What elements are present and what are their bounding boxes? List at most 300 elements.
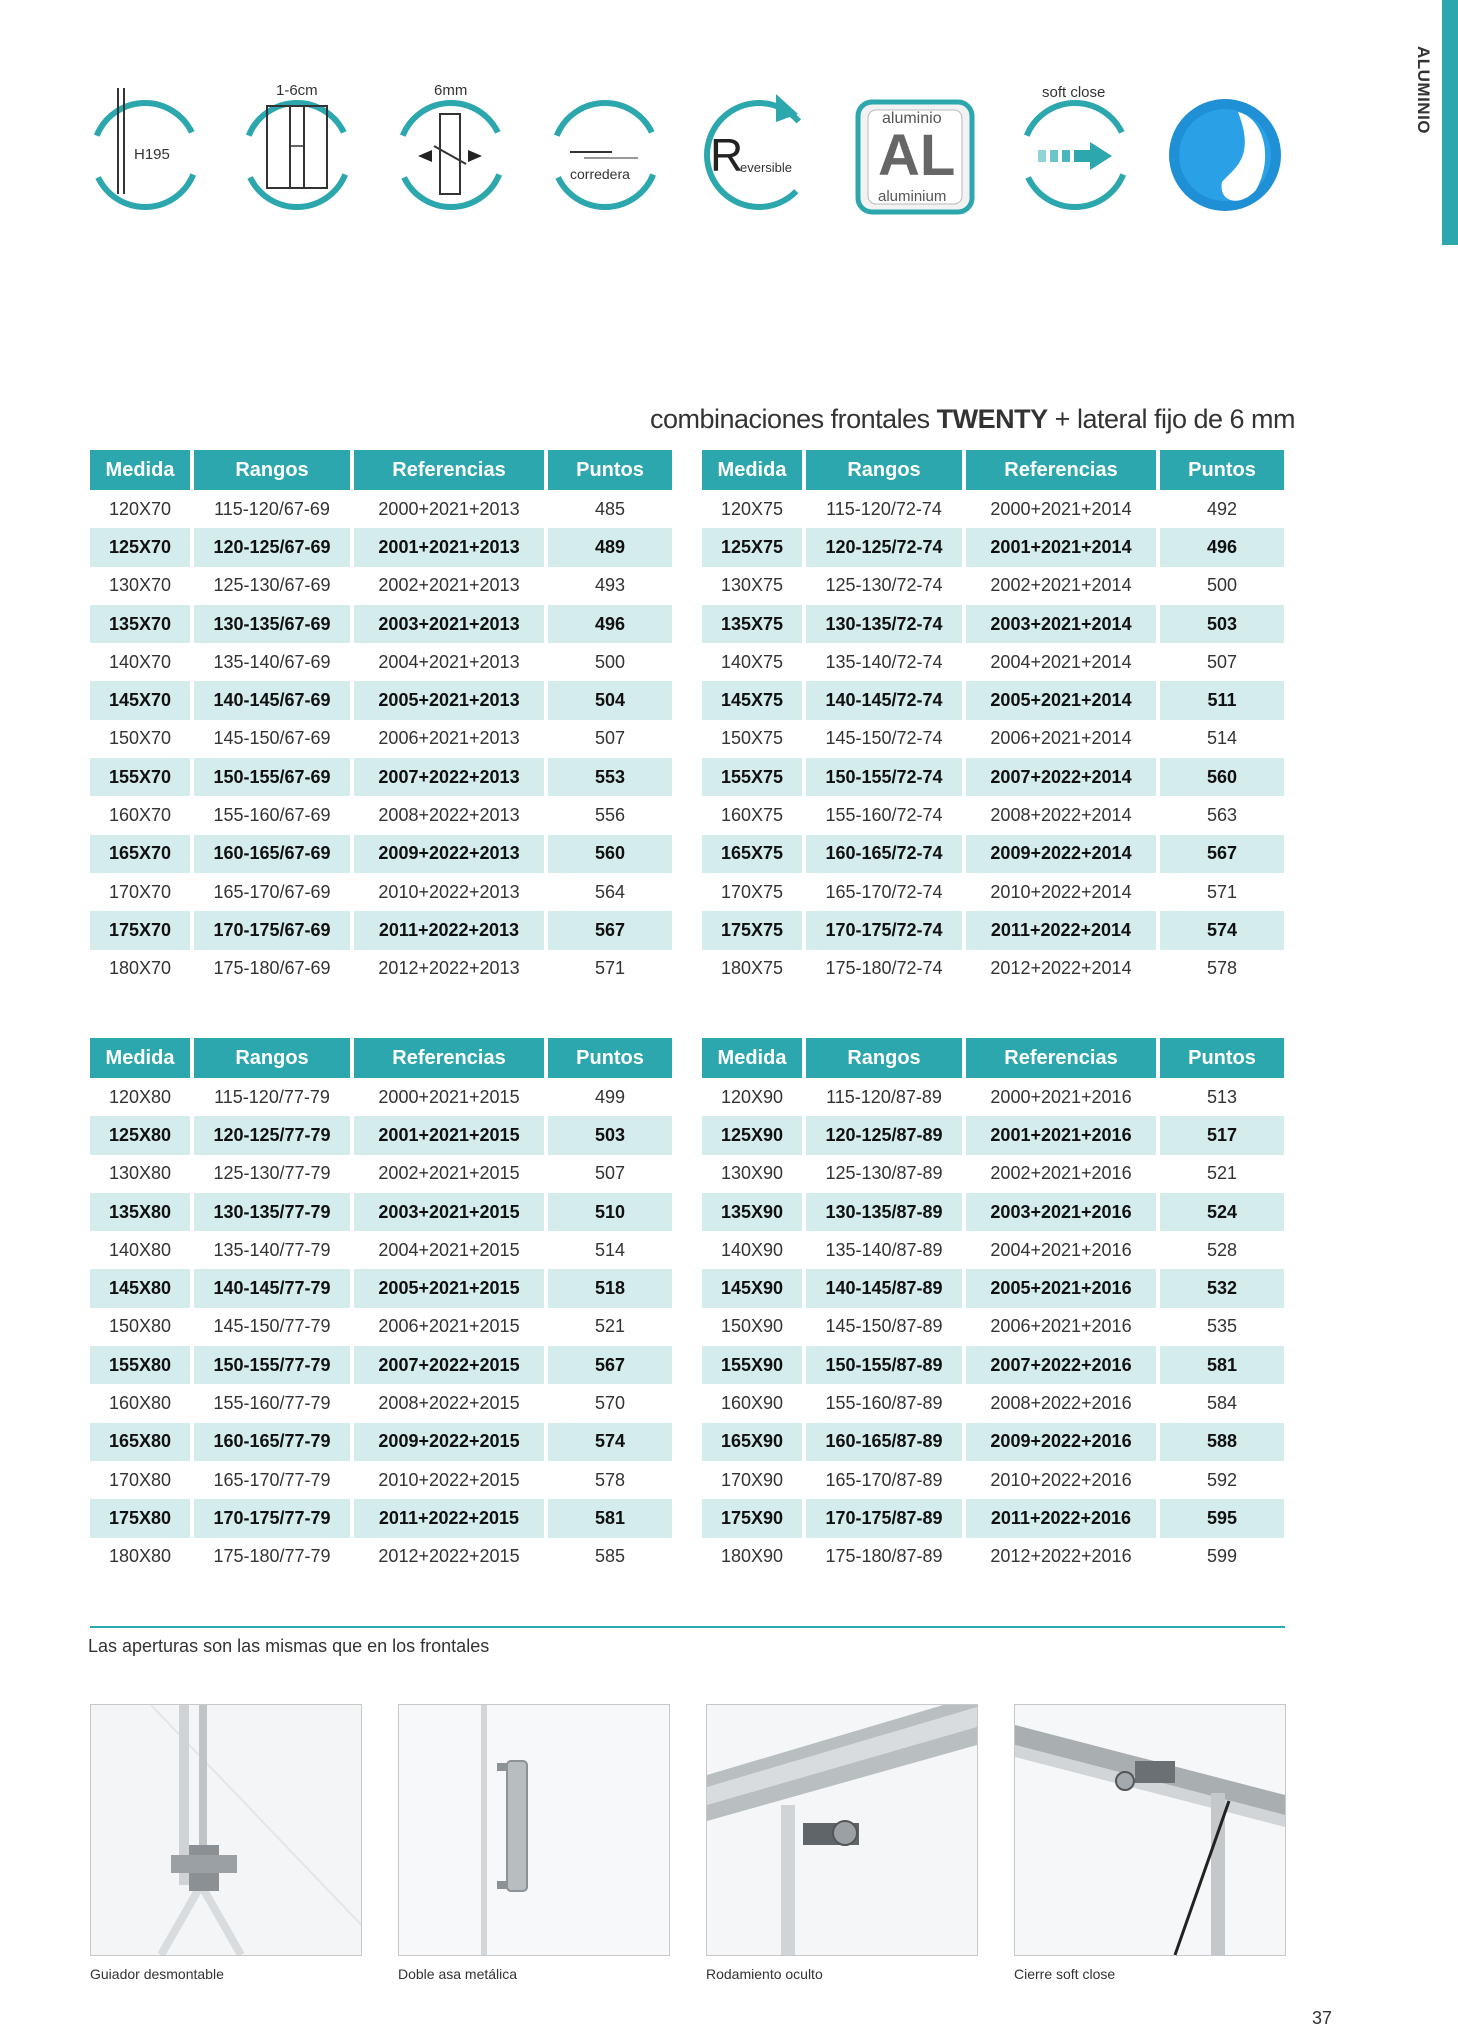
cell-puntos: 528	[1206, 1239, 1238, 1260]
cell-referencias: 2002+2021+2015	[378, 1163, 520, 1184]
cell-rangos: 170-175/72-74	[806, 911, 962, 949]
cell-medida: 175X80	[90, 1499, 190, 1537]
guide-photo-caption: Guiador desmontable	[90, 1966, 224, 1982]
cell-medida: 165X70	[90, 835, 190, 873]
cell-referencias: 2004+2021+2014	[990, 651, 1132, 672]
table-row	[90, 605, 672, 643]
cell-rangos: 170-175/77-79	[194, 1499, 350, 1537]
table-row	[702, 1423, 1284, 1461]
cell-referencias: 2009+2022+2014	[966, 835, 1156, 873]
cell-medida: 155X90	[702, 1346, 802, 1384]
cell-puntos: 521	[594, 1316, 626, 1337]
cell-puntos: 585	[594, 1546, 626, 1567]
cell-medida: 160X80	[108, 1393, 172, 1414]
cell-referencias: 2003+2021+2013	[354, 605, 544, 643]
easy-clean-icon	[1168, 98, 1282, 212]
cell-medida: 130X90	[720, 1163, 784, 1184]
cell-puntos: 507	[594, 728, 626, 749]
cell-rangos: 160-165/77-79	[194, 1423, 350, 1461]
cell-medida: 165X90	[702, 1423, 802, 1461]
cell-rangos: 175-180/87-89	[825, 1546, 943, 1567]
cell-puntos: 524	[1160, 1193, 1284, 1231]
table-row	[702, 490, 1284, 528]
cell-referencias: 2000+2021+2014	[990, 498, 1132, 519]
cell-puntos: 510	[548, 1193, 672, 1231]
sliding-icon: corredera	[548, 98, 662, 212]
cell-rangos: 175-180/67-69	[213, 958, 331, 979]
cell-rangos: 150-155/77-79	[194, 1346, 350, 1384]
cell-referencias: 2011+2022+2016	[966, 1499, 1156, 1537]
cell-rangos: 125-130/72-74	[825, 575, 943, 596]
cell-medida: 140X70	[108, 651, 172, 672]
table-row	[90, 1193, 672, 1231]
cell-rangos: 155-160/77-79	[213, 1393, 331, 1414]
header-referencias: Referencias	[354, 450, 544, 490]
header-rangos: Rangos	[194, 450, 350, 490]
header-medida: Medida	[702, 450, 802, 490]
cell-referencias: 2010+2022+2016	[990, 1469, 1132, 1490]
cell-rangos: 135-140/77-79	[213, 1239, 331, 1260]
cell-referencias: 2002+2021+2014	[990, 575, 1132, 596]
header-referencias: Referencias	[966, 1038, 1156, 1078]
table-row	[90, 796, 672, 834]
cell-rangos: 160-165/72-74	[806, 835, 962, 873]
cell-rangos: 130-135/72-74	[806, 605, 962, 643]
table-row	[702, 681, 1284, 719]
cell-puntos: 567	[548, 911, 672, 949]
cell-rangos: 155-160/67-69	[213, 805, 331, 826]
table-row	[702, 1308, 1284, 1346]
cell-puntos: 560	[548, 835, 672, 873]
cell-rangos: 150-155/67-69	[194, 758, 350, 796]
cell-medida: 160X75	[720, 805, 784, 826]
cell-rangos: 135-140/72-74	[825, 651, 943, 672]
cell-referencias: 2001+2021+2016	[966, 1116, 1156, 1154]
table-row	[90, 1499, 672, 1537]
cell-referencias: 2008+2022+2013	[378, 805, 520, 826]
table-row	[90, 528, 672, 566]
cell-puntos: 503	[1160, 605, 1284, 643]
cell-medida: 170X90	[720, 1469, 784, 1490]
table-row	[702, 1538, 1284, 1576]
cell-puntos: 560	[1160, 758, 1284, 796]
table-row	[90, 1384, 672, 1422]
cell-rangos: 130-135/77-79	[194, 1193, 350, 1231]
cell-puntos: 592	[1206, 1469, 1238, 1490]
cell-medida: 120X80	[108, 1086, 172, 1107]
header-referencias: Referencias	[354, 1038, 544, 1078]
cell-referencias: 2000+2021+2016	[990, 1086, 1132, 1107]
cell-referencias: 2012+2022+2013	[378, 958, 520, 979]
cell-medida: 145X70	[90, 681, 190, 719]
cell-referencias: 2001+2021+2013	[354, 528, 544, 566]
cell-rangos: 115-120/87-89	[826, 1086, 942, 1107]
cell-referencias: 2004+2021+2016	[990, 1239, 1132, 1260]
cell-medida: 165X75	[702, 835, 802, 873]
table-row	[90, 1308, 672, 1346]
header-medida: Medida	[702, 1038, 802, 1078]
cell-medida: 170X80	[108, 1469, 172, 1490]
cell-medida: 140X90	[720, 1239, 784, 1260]
table-bottom-rule	[90, 1626, 1285, 1628]
cell-referencias: 2004+2021+2015	[378, 1239, 520, 1260]
cell-medida: 180X75	[720, 958, 784, 979]
cell-medida: 180X70	[108, 958, 172, 979]
table-row	[90, 1346, 672, 1384]
cell-rangos: 155-160/72-74	[825, 805, 943, 826]
cell-referencias: 2010+2022+2015	[378, 1469, 520, 1490]
header-medida: Medida	[90, 450, 190, 490]
cell-puntos: 599	[1206, 1546, 1238, 1567]
table-row	[702, 1193, 1284, 1231]
cell-rangos: 150-155/72-74	[806, 758, 962, 796]
cell-puntos: 511	[1160, 681, 1284, 719]
cell-rangos: 145-150/72-74	[825, 728, 943, 749]
cell-puntos: 500	[594, 651, 626, 672]
cell-puntos: 496	[1160, 528, 1284, 566]
price-table-90	[698, 1038, 1288, 1576]
cell-puntos: 571	[594, 958, 626, 979]
table-row	[90, 1231, 672, 1269]
cell-puntos: 532	[1160, 1269, 1284, 1307]
handle-photo	[398, 1704, 670, 1956]
glass-thickness-icon: 6mm	[394, 98, 508, 212]
cell-medida: 175X75	[702, 911, 802, 949]
cell-referencias: 2006+2021+2013	[378, 728, 520, 749]
cell-puntos: 493	[594, 575, 626, 596]
cell-medida: 135X80	[90, 1193, 190, 1231]
cell-medida: 125X90	[702, 1116, 802, 1154]
header-rangos: Rangos	[806, 1038, 962, 1078]
bearing-photo	[706, 1704, 978, 1956]
cell-referencias: 2007+2022+2013	[354, 758, 544, 796]
cell-rangos: 150-155/87-89	[806, 1346, 962, 1384]
cell-puntos: 514	[594, 1239, 626, 1260]
table-title: combinaciones frontales TWENTY + lateral fijo de 6 mm	[650, 404, 1296, 434]
cell-medida: 150X70	[108, 728, 172, 749]
cell-rangos: 125-130/67-69	[213, 575, 331, 596]
cell-referencias: 2001+2021+2015	[354, 1116, 544, 1154]
cell-rangos: 135-140/87-89	[825, 1239, 943, 1260]
cell-referencias: 2007+2022+2016	[966, 1346, 1156, 1384]
table-row	[90, 490, 672, 528]
cell-rangos: 155-160/87-89	[825, 1393, 943, 1414]
table-row	[702, 796, 1284, 834]
table-row	[702, 1116, 1284, 1154]
cell-referencias: 2000+2021+2013	[378, 498, 520, 519]
cell-referencias: 2005+2021+2016	[966, 1269, 1156, 1307]
cell-puntos: 503	[548, 1116, 672, 1154]
table-row	[702, 950, 1284, 988]
table-row	[90, 1423, 672, 1461]
soft-close-icon: soft close	[1018, 98, 1132, 212]
cell-medida: 155X75	[702, 758, 802, 796]
page-number: 37	[1312, 2008, 1333, 2028]
cell-medida: 140X75	[720, 651, 784, 672]
table-row	[702, 1346, 1284, 1384]
price-table-70	[86, 450, 676, 988]
cell-referencias: 2002+2021+2016	[990, 1163, 1132, 1184]
cell-medida: 145X75	[702, 681, 802, 719]
cell-rangos: 165-170/72-74	[825, 881, 943, 902]
cell-rangos: 130-135/67-69	[194, 605, 350, 643]
table-row	[702, 528, 1284, 566]
cell-medida: 160X90	[720, 1393, 784, 1414]
adjustment-icon: 1-6cm	[240, 98, 354, 212]
cell-referencias: 2012+2022+2016	[990, 1546, 1132, 1567]
cell-rangos: 115-120/72-74	[826, 498, 942, 519]
cell-medida: 145X80	[90, 1269, 190, 1307]
aluminium-icon: aluminio AL aluminium	[856, 98, 970, 212]
cell-referencias: 2010+2022+2014	[990, 881, 1132, 902]
header-puntos: Puntos	[548, 450, 672, 490]
table-row	[702, 720, 1284, 758]
table-row	[702, 1231, 1284, 1269]
cell-medida: 180X90	[720, 1546, 784, 1567]
cell-puntos: 489	[548, 528, 672, 566]
cell-puntos: 563	[1206, 805, 1238, 826]
table-row	[90, 758, 672, 796]
cell-puntos: 485	[594, 498, 626, 519]
cell-puntos: 492	[1206, 498, 1238, 519]
cell-puntos: 507	[594, 1163, 626, 1184]
cell-rangos: 140-145/77-79	[194, 1269, 350, 1307]
table-row	[90, 911, 672, 949]
cell-rangos: 140-145/67-69	[194, 681, 350, 719]
cell-puntos: 567	[1160, 835, 1284, 873]
table-row	[90, 681, 672, 719]
table-row	[702, 567, 1284, 605]
cell-referencias: 2003+2021+2014	[966, 605, 1156, 643]
cell-referencias: 2007+2022+2014	[966, 758, 1156, 796]
table-row	[702, 873, 1284, 911]
cell-medida: 140X80	[108, 1239, 172, 1260]
cell-medida: 135X90	[702, 1193, 802, 1231]
cell-referencias: 2005+2021+2015	[354, 1269, 544, 1307]
table-row	[702, 835, 1284, 873]
cell-referencias: 2001+2021+2014	[966, 528, 1156, 566]
cell-puntos: 517	[1160, 1116, 1284, 1154]
bearing-photo-caption: Rodamiento oculto	[706, 1966, 823, 1982]
table-row	[90, 1538, 672, 1576]
cell-rangos: 115-120/77-79	[214, 1086, 330, 1107]
cell-medida: 130X80	[108, 1163, 172, 1184]
cell-puntos: 578	[594, 1469, 626, 1490]
cell-puntos: 518	[548, 1269, 672, 1307]
cell-puntos: 588	[1160, 1423, 1284, 1461]
cell-medida: 120X90	[720, 1086, 784, 1107]
table-row	[90, 1269, 672, 1307]
table-row	[702, 911, 1284, 949]
cell-referencias: 2009+2022+2013	[354, 835, 544, 873]
cell-referencias: 2003+2021+2015	[354, 1193, 544, 1231]
cell-puntos: 507	[1206, 651, 1238, 672]
cell-medida: 150X75	[720, 728, 784, 749]
cell-referencias: 2000+2021+2015	[378, 1086, 520, 1107]
cell-referencias: 2007+2022+2015	[354, 1346, 544, 1384]
cell-referencias: 2006+2021+2014	[990, 728, 1132, 749]
cell-medida: 130X75	[720, 575, 784, 596]
guide-photo	[90, 1704, 362, 1956]
price-table-80	[86, 1038, 676, 1576]
footnote: Las aperturas son las mismas que en los frontales	[88, 1636, 490, 1656]
section-label: ALUMINIO	[1414, 45, 1434, 135]
cell-rangos: 120-125/87-89	[806, 1116, 962, 1154]
cell-referencias: 2003+2021+2016	[966, 1193, 1156, 1231]
cell-puntos: 500	[1206, 575, 1238, 596]
cell-rangos: 160-165/67-69	[194, 835, 350, 873]
header-puntos: Puntos	[1160, 450, 1284, 490]
cell-rangos: 170-175/67-69	[194, 911, 350, 949]
cell-puntos: 595	[1160, 1499, 1284, 1537]
table-row	[90, 643, 672, 681]
cell-rangos: 120-125/77-79	[194, 1116, 350, 1154]
cell-medida: 125X80	[90, 1116, 190, 1154]
table-row	[90, 1155, 672, 1193]
table-row	[90, 1461, 672, 1499]
cell-medida: 160X70	[108, 805, 172, 826]
cell-medida: 170X75	[720, 881, 784, 902]
cell-medida: 120X70	[108, 498, 172, 519]
header-puntos: Puntos	[1160, 1038, 1284, 1078]
table-row	[702, 1155, 1284, 1193]
cell-medida: 170X70	[108, 881, 172, 902]
soft-close-photo-caption: Cierre soft close	[1014, 1966, 1116, 1982]
header-puntos: Puntos	[548, 1038, 672, 1078]
cell-rangos: 135-140/67-69	[213, 651, 331, 672]
cell-medida: 150X80	[108, 1316, 172, 1337]
cell-medida: 135X70	[90, 605, 190, 643]
cell-puntos: 504	[548, 681, 672, 719]
cell-referencias: 2010+2022+2013	[378, 881, 520, 902]
cell-medida: 165X80	[90, 1423, 190, 1461]
header-rangos: Rangos	[194, 1038, 350, 1078]
cell-medida: 130X70	[108, 575, 172, 596]
cell-puntos: 571	[1206, 881, 1238, 902]
table-row	[702, 1384, 1284, 1422]
cell-referencias: 2011+2022+2015	[354, 1499, 544, 1537]
cell-medida: 175X90	[702, 1499, 802, 1537]
cell-rangos: 175-180/77-79	[213, 1546, 331, 1567]
table-row	[702, 1078, 1284, 1116]
cell-rangos: 120-125/67-69	[194, 528, 350, 566]
header-rangos: Rangos	[806, 450, 962, 490]
cell-puntos: 581	[548, 1499, 672, 1537]
cell-rangos: 125-130/77-79	[213, 1163, 331, 1184]
cell-referencias: 2005+2021+2014	[966, 681, 1156, 719]
cell-rangos: 140-145/72-74	[806, 681, 962, 719]
cell-medida: 155X70	[90, 758, 190, 796]
section-bar	[1442, 0, 1458, 245]
cell-rangos: 140-145/87-89	[806, 1269, 962, 1307]
cell-rangos: 165-170/87-89	[825, 1469, 943, 1490]
cell-referencias: 2004+2021+2013	[378, 651, 520, 672]
table-row	[702, 643, 1284, 681]
cell-puntos: 556	[594, 805, 626, 826]
cell-puntos: 521	[1206, 1163, 1238, 1184]
cell-referencias: 2011+2022+2014	[966, 911, 1156, 949]
cell-puntos: 564	[594, 881, 626, 902]
cell-puntos: 514	[1206, 728, 1238, 749]
table-row	[90, 950, 672, 988]
cell-medida: 125X75	[702, 528, 802, 566]
cell-referencias: 2002+2021+2013	[378, 575, 520, 596]
cell-puntos: 567	[548, 1346, 672, 1384]
cell-referencias: 2009+2022+2016	[966, 1423, 1156, 1461]
cell-puntos: 584	[1206, 1393, 1238, 1414]
cell-referencias: 2009+2022+2015	[354, 1423, 544, 1461]
table-row	[90, 873, 672, 911]
table-row	[702, 1461, 1284, 1499]
cell-medida: 120X75	[720, 498, 784, 519]
cell-puntos: 570	[594, 1393, 626, 1414]
cell-puntos: 581	[1160, 1346, 1284, 1384]
table-row	[702, 605, 1284, 643]
cell-rangos: 145-150/67-69	[213, 728, 331, 749]
cell-puntos: 499	[594, 1086, 626, 1107]
cell-medida: 150X90	[720, 1316, 784, 1337]
cell-puntos: 574	[1160, 911, 1284, 949]
header-medida: Medida	[90, 1038, 190, 1078]
table-row	[90, 1078, 672, 1116]
cell-rangos: 145-150/87-89	[825, 1316, 943, 1337]
table-row	[702, 758, 1284, 796]
table-row	[90, 1116, 672, 1154]
table-row	[702, 1499, 1284, 1537]
table-row	[90, 835, 672, 873]
cell-medida: 175X70	[90, 911, 190, 949]
cell-referencias: 2008+2022+2014	[990, 805, 1132, 826]
cell-rangos: 145-150/77-79	[213, 1316, 331, 1337]
table-row	[702, 1269, 1284, 1307]
cell-medida: 145X90	[702, 1269, 802, 1307]
cell-referencias: 2008+2022+2016	[990, 1393, 1132, 1414]
cell-rangos: 125-130/87-89	[825, 1163, 943, 1184]
table-row	[90, 567, 672, 605]
cell-referencias: 2005+2021+2013	[354, 681, 544, 719]
cell-puntos: 513	[1206, 1086, 1238, 1107]
cell-puntos: 578	[1206, 958, 1238, 979]
cell-referencias: 2011+2022+2013	[354, 911, 544, 949]
soft-close-photo	[1014, 1704, 1286, 1956]
table-row	[90, 720, 672, 758]
cell-rangos: 175-180/72-74	[825, 958, 943, 979]
cell-referencias: 2008+2022+2015	[378, 1393, 520, 1414]
reversible-icon: R eversible	[702, 98, 816, 212]
cell-puntos: 496	[548, 605, 672, 643]
cell-referencias: 2006+2021+2016	[990, 1316, 1132, 1337]
cell-rangos: 115-120/67-69	[214, 498, 330, 519]
handle-photo-caption: Doble asa metálica	[398, 1966, 518, 1982]
cell-medida: 125X70	[90, 528, 190, 566]
cell-referencias: 2006+2021+2015	[378, 1316, 520, 1337]
cell-referencias: 2012+2022+2014	[990, 958, 1132, 979]
cell-medida: 155X80	[90, 1346, 190, 1384]
cell-puntos: 553	[548, 758, 672, 796]
price-table-75	[698, 450, 1288, 988]
cell-rangos: 165-170/77-79	[213, 1469, 331, 1490]
cell-medida: 180X80	[108, 1546, 172, 1567]
cell-puntos: 535	[1206, 1316, 1238, 1337]
cell-rangos: 170-175/87-89	[806, 1499, 962, 1537]
cell-rangos: 160-165/87-89	[806, 1423, 962, 1461]
height-icon: H195	[88, 98, 202, 212]
cell-referencias: 2012+2022+2015	[378, 1546, 520, 1567]
cell-rangos: 165-170/67-69	[213, 881, 331, 902]
header-referencias: Referencias	[966, 450, 1156, 490]
cell-rangos: 130-135/87-89	[806, 1193, 962, 1231]
cell-medida: 135X75	[702, 605, 802, 643]
